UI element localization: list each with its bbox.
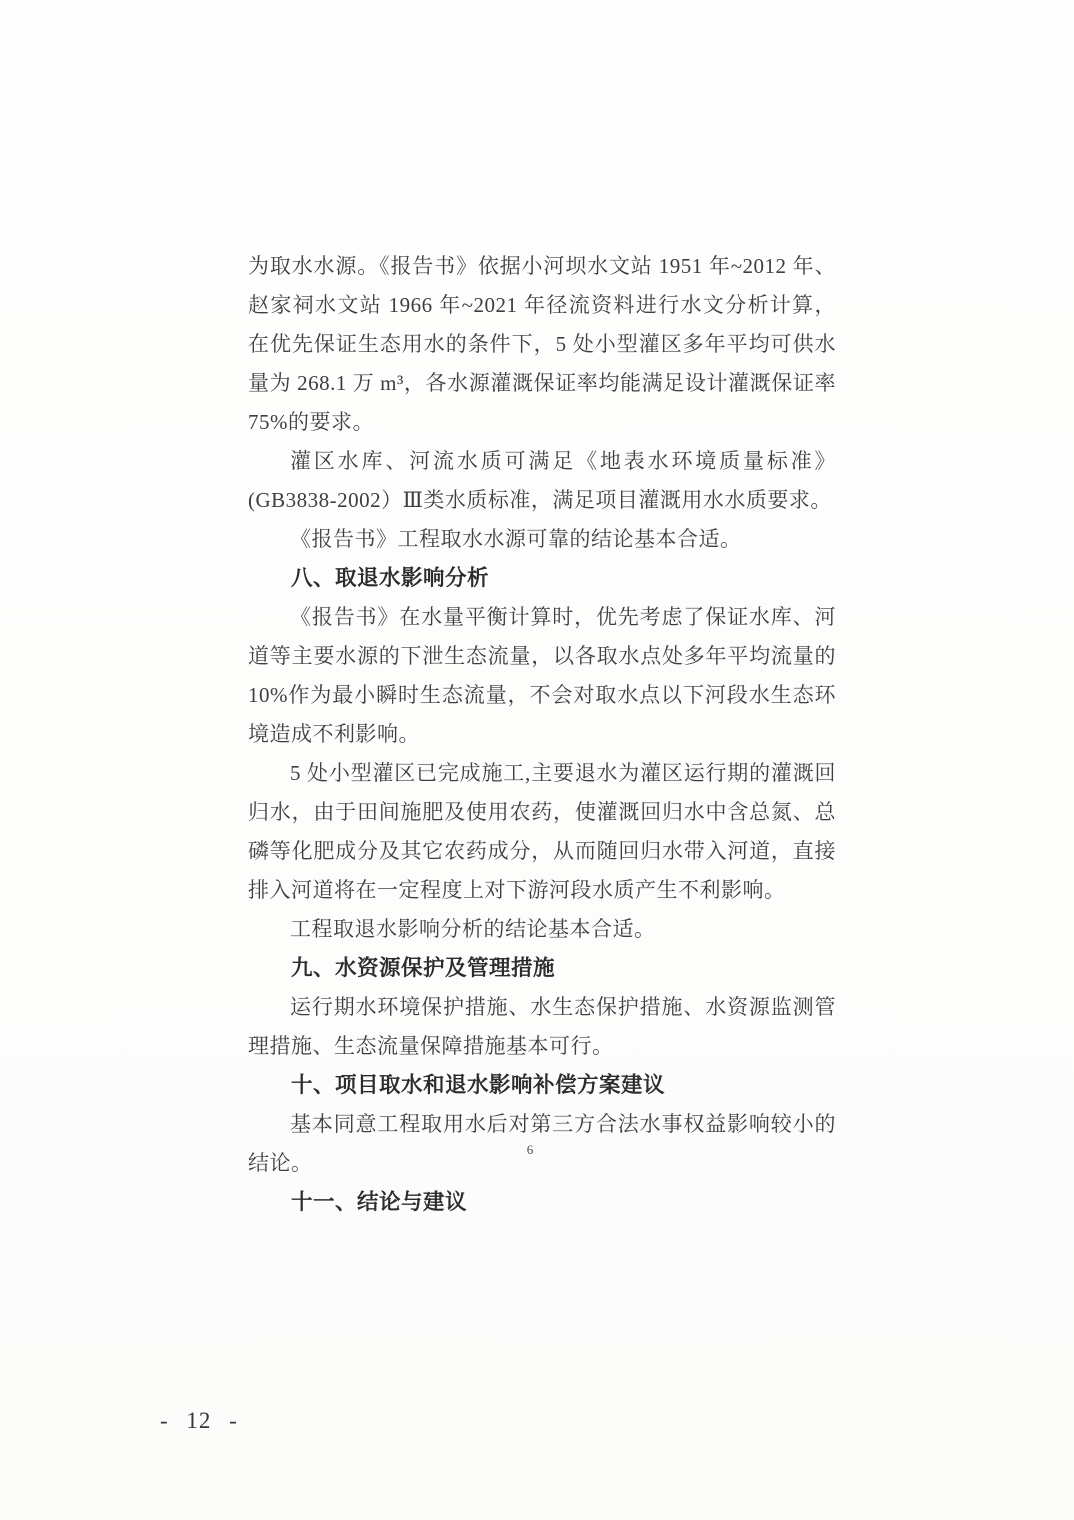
paragraph: 灌区水库、河流水质可满足《地表水环境质量标准》(GB3838-2002）Ⅲ类水质标准，满足项目灌溉用水水质要求。 [248, 449, 836, 512]
paragraph: 工程取退水影响分析的结论基本合适。 [290, 917, 656, 941]
paragraph: 运行期水环境保护措施、水生态保护措施、水资源监测管理措施、生态流量保障措施基本可行。 [248, 995, 836, 1058]
footer-page-number: - 12 - [160, 1408, 238, 1433]
paragraph-continuation: 为取水水源。《报告书》依据小河坝水文站 1951 年~2012 年、赵家祠水文站 1966 年~2021 年径流资料进行水文分析计算，在优先保证生态用水的条件下，5 处小型灌区多年平均可供水量为 268.1 万 m³，各水源灌溉保证率均能满足设计灌溉保证率 75%的要求。 [248, 254, 836, 434]
section-heading-10: 十、项目取水和退水影响补偿方案建议 [291, 1073, 666, 1097]
paragraph: 《报告书》在水量平衡计算时，优先考虑了保证水库、河道等主要水源的下泄生态流量，以各取水点处多年平均流量的 10%作为最小瞬时生态流量，不会对取水点以下河段水生态环境造成不利影响。 [248, 605, 836, 746]
paragraph: 5 处小型灌区已完成施工,主要退水为灌区运行期的灌溉回归水，由于田间施肥及使用农药，使灌溉回归水中含总氮、总磷等化肥成分及其它农药成分，从而随回归水带入河道，直接排入河道将在一定程度上对下游河段水质产生不利影响。 [248, 761, 836, 902]
section-heading-11: 十一、结论与建议 [291, 1190, 468, 1214]
section-heading-8: 八、取退水影响分析 [291, 566, 490, 590]
paragraph: 基本同意工程取用水后对第三方合法水事权益影响较小的结论。 [248, 1112, 836, 1175]
inner-page-number: 6 [526, 1142, 534, 1157]
paragraph: 《报告书》工程取水水源可靠的结论基本合适。 [290, 527, 742, 551]
document-text-block [248, 247, 836, 1222]
section-heading-9: 九、水资源保护及管理措施 [291, 956, 556, 980]
